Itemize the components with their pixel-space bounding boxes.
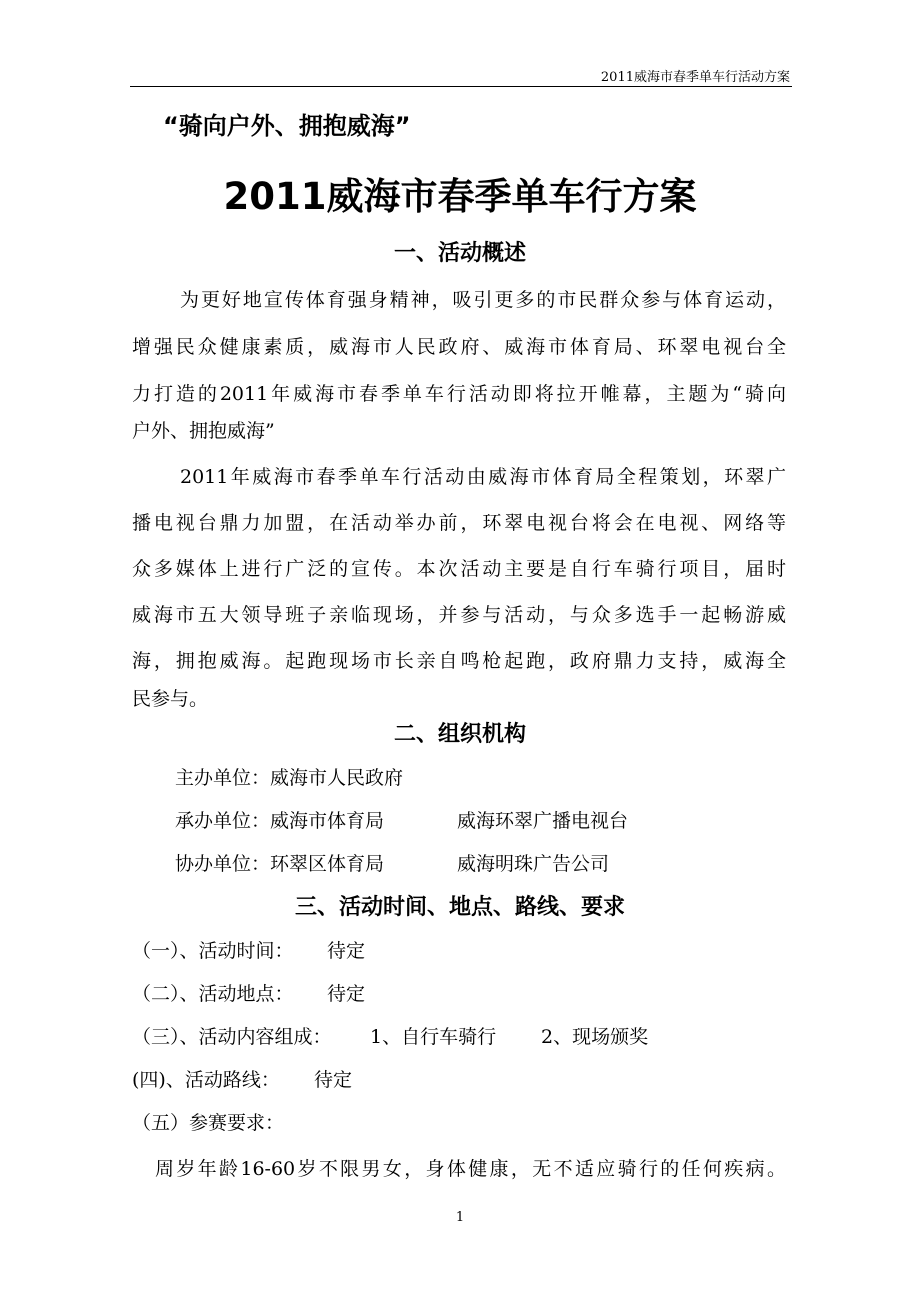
slogan: “骑向户外、拥抱威海” [163,112,411,140]
route-value: 待定 [314,1069,353,1091]
header-text: 2011威海市春季单车行活动方案 [600,70,790,85]
place-value: 待定 [327,983,366,1005]
paragraph-line: 民参与。 [132,688,209,710]
content-label: （三）、活动内容组成： [132,1026,332,1048]
coorganizer-value-2: 威海明珠广告公司 [457,853,610,875]
place-label: （二）、活动地点： [132,983,294,1005]
paragraph-line: 播电视台鼎力加盟，在活动举办前，环翠电视台将会在电视、网络等 [132,512,786,534]
host-label: 主办单位： [175,767,271,789]
organizer-value-2: 威海环翠广播电视台 [457,810,629,832]
organizer-value-1: 威海市体育局 [270,810,385,832]
section-heading-overview: 一、活动概述 [393,241,526,266]
paragraph-line: 力打造的2011年威海市春季单车行活动即将拉开帷幕，主题为“骑向 [132,383,786,405]
time-value: 待定 [327,940,366,962]
time-label: （一）、活动时间： [132,940,294,962]
content-item-2: 2、现场颁奖 [541,1026,649,1048]
organizer-row [175,806,384,833]
coorganizer-value-1: 环翠区体育局 [270,853,385,875]
host-row [175,763,403,790]
page-number: 1 [455,1210,465,1225]
page-header [130,64,792,87]
requirement-text: 周岁年龄16-60岁不限男女，身体健康，无不适应骑行的任何疾病。 [155,1158,786,1180]
content-item-1: 1、自行车骑行 [370,1026,497,1048]
paragraph-line: 户外、拥抱威海” [132,420,275,442]
requirement-label: （五）参赛要求： [132,1112,285,1134]
paragraph-line: 众多媒体上进行广泛的宣传。本次活动主要是自行车骑行项目，届时 [132,558,786,580]
coorganizer-row [175,849,384,876]
organizer-label: 承办单位： [175,810,271,832]
document-title: 2011威海市春季单车行方案 [223,175,697,218]
paragraph-line: 增强民众健康素质，威海市人民政府、威海市体育局、环翠电视台全 [132,336,786,358]
route-label: (四)、活动路线： [132,1069,280,1091]
host-value: 威海市人民政府 [270,767,404,789]
paragraph-line: 为更好地宣传体育强身精神，吸引更多的市民群众参与体育运动， [180,289,786,311]
paragraph-line: 2011年威海市春季单车行活动由威海市体育局全程策划，环翠广 [180,466,786,488]
section-heading-details: 三、活动时间、地点、路线、要求 [294,895,625,920]
paragraph-line: 威海市五大领导班子亲临现场，并参与活动，与众多选手一起畅游威 [132,604,786,626]
paragraph-line: 海，拥抱威海。起跑现场市长亲自鸣枪起跑，政府鼎力支持，威海全 [132,650,786,672]
coorganizer-label: 协办单位： [175,853,271,875]
section-heading-organization: 二、组织机构 [393,722,526,747]
